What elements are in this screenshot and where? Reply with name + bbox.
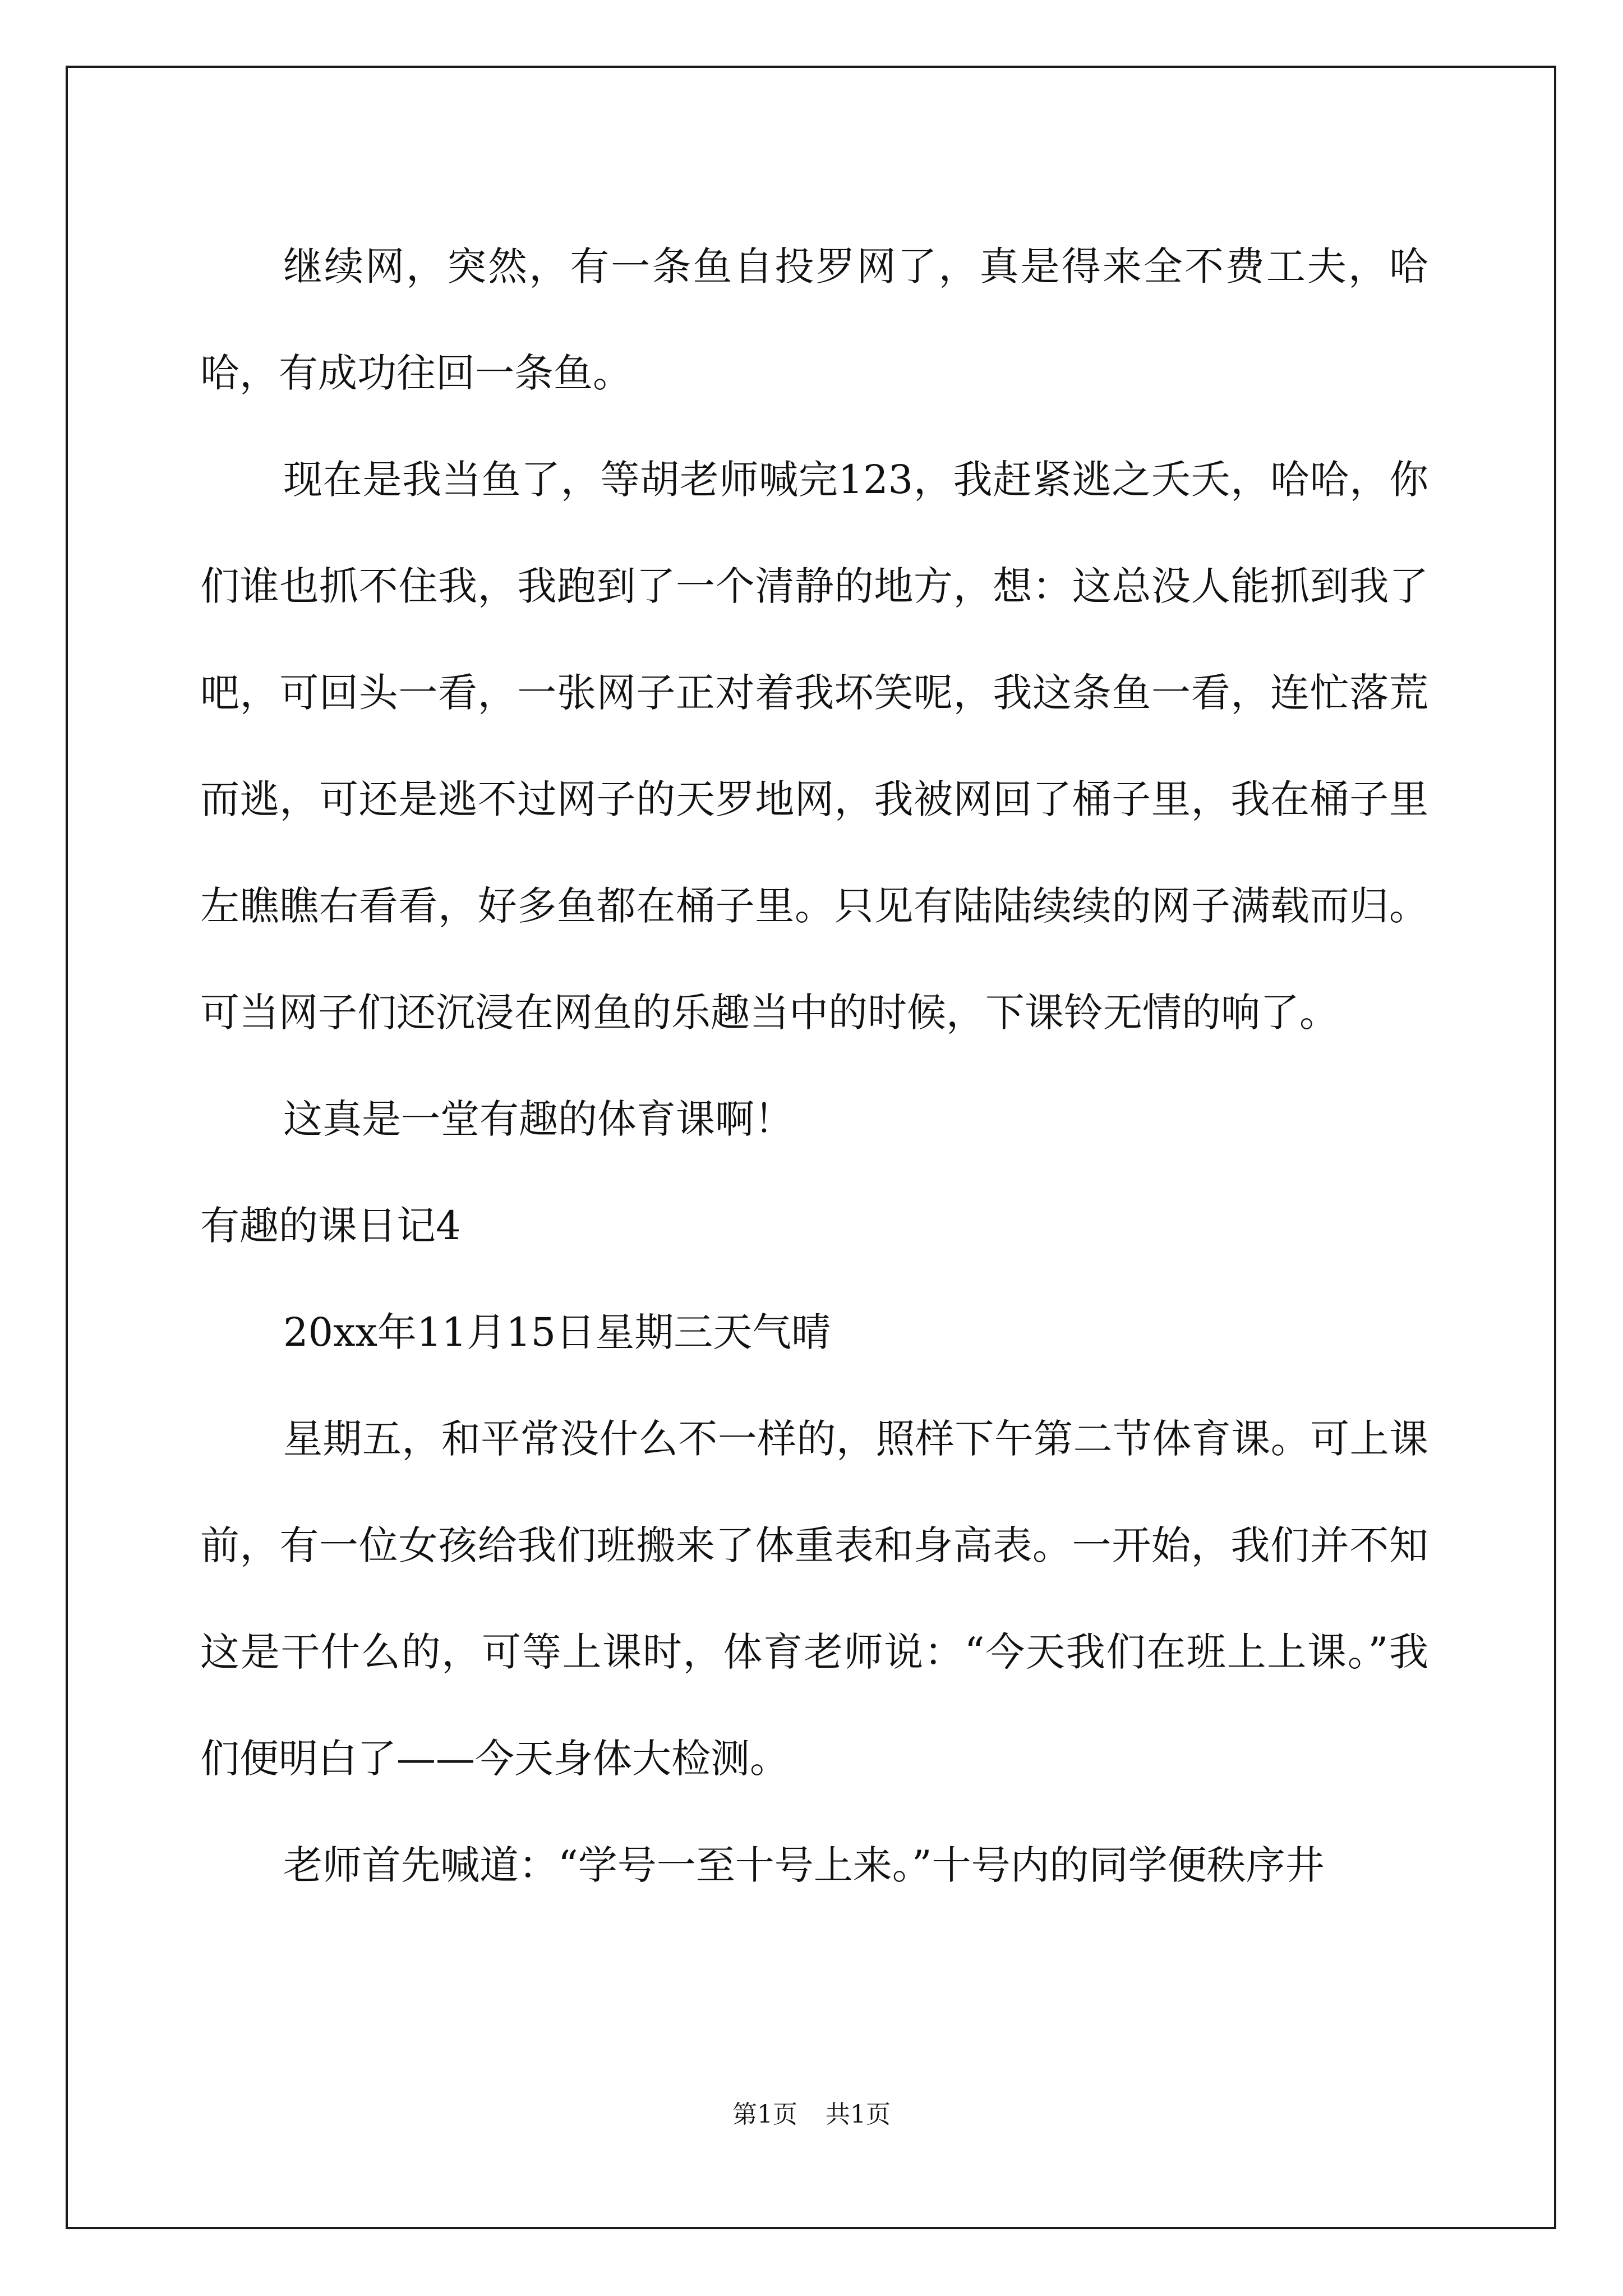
paragraph-4: 星期五，和平常没什么不一样的，照样下午第二节体育课。可上课前，有一位女孩给我们班搬来了体重表和身高表。一开始，我们并不知这是干什么的，可等上课时，体育老师说：“今天我们在班上上课。”我们便明白了——今天身体大检测。 <box>200 1416 1428 1782</box>
page-footer <box>0 2098 1623 2132</box>
date-line: 20xx年11月15日星期三天气晴 <box>283 1309 831 1355</box>
section-heading: 有趣的课日记4 <box>200 1203 461 1249</box>
paragraph-2: 现在是我当鱼了，等胡老师喊完123，我赶紧逃之夭夭，哈哈，你们谁也抓不住我，我跑到了一个清静的地方，想：这总没人能抓到我了吧，可回头一看，一张网子正对着我坏笑呢，我这条鱼一看，连忙落荒而逃，可还是逃不过网子的天罗地网，我被网回了桶子里，我在桶子里左瞧瞧右看看，好多鱼都在桶子里。只见有陆陆续续的网子满载而归。可当网子们还沉浸在网鱼的乐趣当中的时候，下课铃无情的响了。 <box>200 457 1428 1036</box>
page-number-total: 共1页 <box>826 2100 891 2129</box>
paragraph-1: 继续网，突然，有一条鱼自投罗网了，真是得来全不费工夫，哈哈，有成功往回一条鱼。 <box>200 243 1428 396</box>
paragraph-5: 老师首先喊道：“学号一至十号上来。”十号内的同学便秩序井 <box>283 1842 1325 1888</box>
document-body <box>200 213 1428 1918</box>
paragraph-3: 这真是一堂有趣的体育课啊！ <box>283 1096 794 1142</box>
page-number-current: 第1页 <box>732 2100 797 2129</box>
